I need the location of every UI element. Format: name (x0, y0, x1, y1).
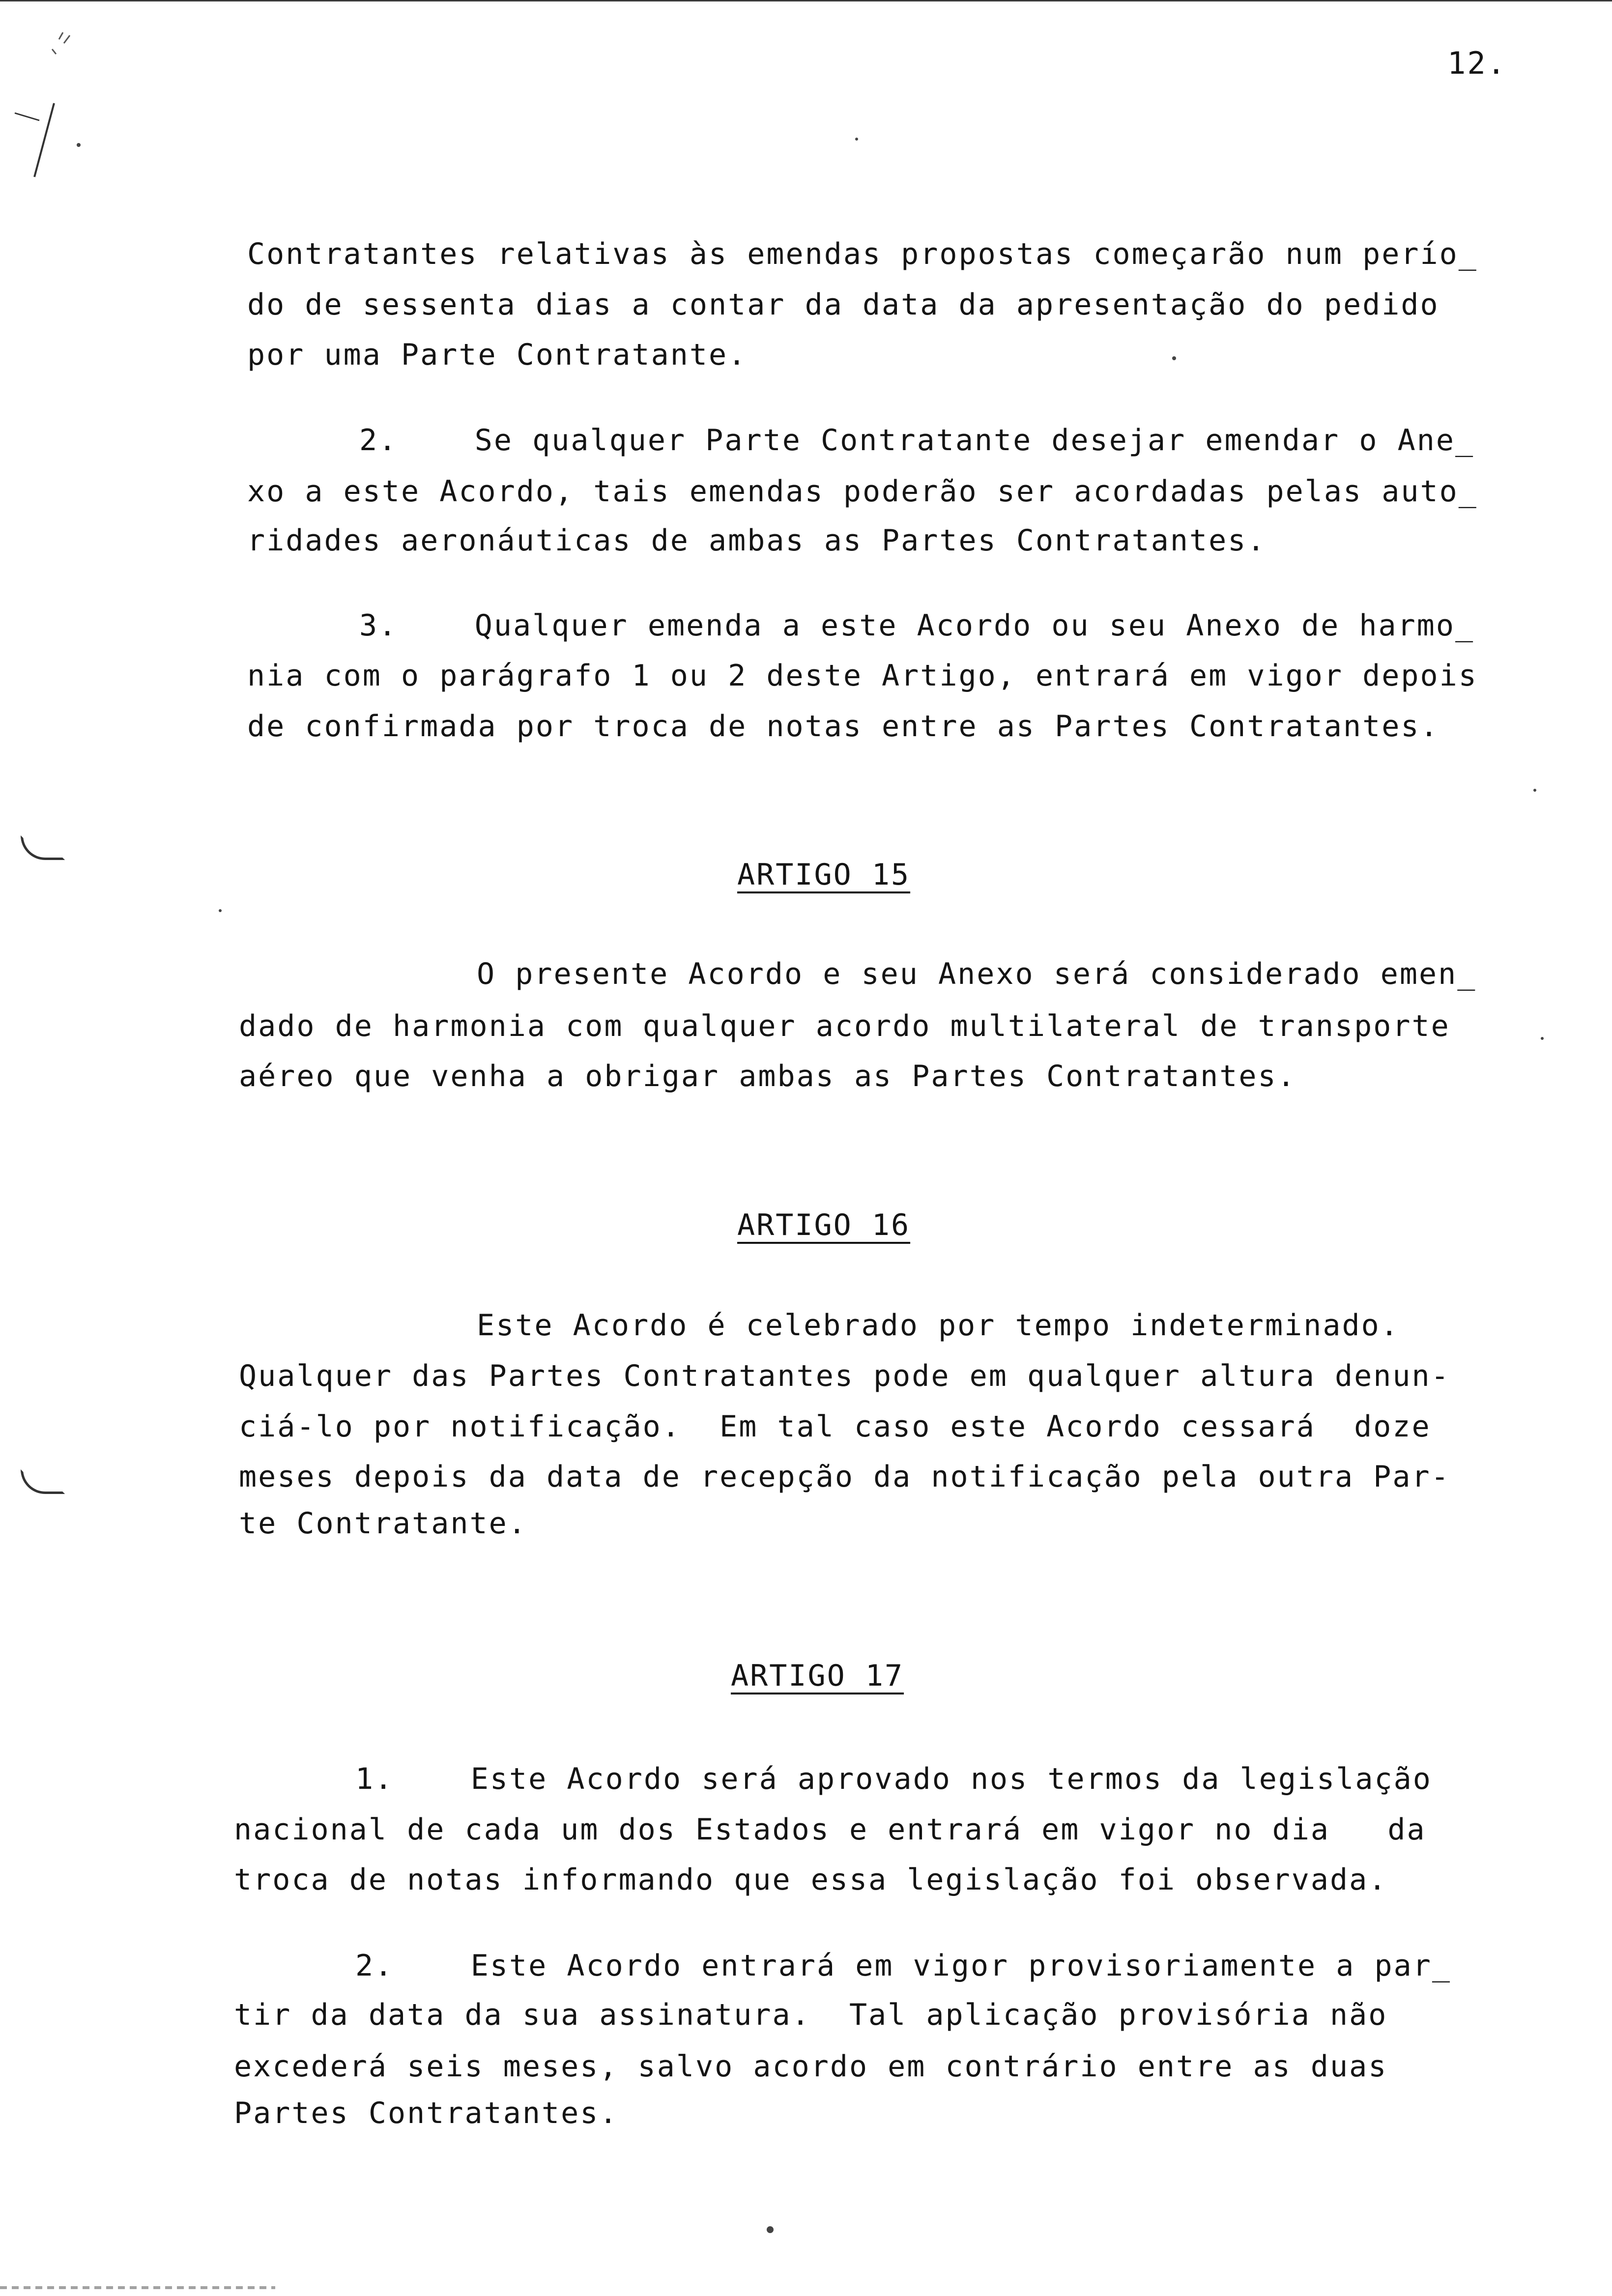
speck (855, 138, 858, 141)
speck (219, 909, 222, 912)
text-line: nia com o parágrafo 1 ou 2 deste Artigo, entrará em vigor depois (247, 659, 1478, 693)
text-line: Contratantes relativas às emendas propostas começarão num perío_ (247, 237, 1478, 271)
text-line: tir da data da sua assinatura. Tal aplicação provisória não (234, 1998, 1388, 2032)
text-line: de confirmada por troca de notas entre as Partes Contratantes. (247, 709, 1439, 744)
text-line: nacional de cada um dos Estados e entrará em vigor no dia da (234, 1812, 1426, 1847)
text-line: O presente Acordo e seu Anexo será considerado emen_ (477, 957, 1477, 991)
scan-edge-bottom (0, 2286, 275, 2289)
text-line: xo a este Acordo, tais emendas poderão ser acordadas pelas auto_ (247, 474, 1478, 509)
text-line: do de sessenta dias a contar da data da apresentação do pedido (247, 287, 1439, 322)
text-line: 2. Este Acordo entrará em vigor provisoriamente a par_ (355, 1949, 1452, 1983)
text-line: por uma Parte Contratante. (247, 338, 748, 372)
speck (1172, 356, 1176, 360)
text-line: Este Acordo é celebrado por tempo indeterminado. (477, 1308, 1400, 1343)
text-line: te Contratante. (239, 1506, 527, 1541)
text-line: ciá-lo por notificação. Em tal caso este Acordo cessará doze (239, 1409, 1431, 1444)
text-line: 3. Qualquer emenda a este Acordo ou seu Anexo de harmo_ (359, 608, 1475, 643)
margin-punch-mark (21, 1469, 65, 1494)
margin-punch-mark (21, 835, 65, 860)
speck (767, 2226, 774, 2233)
text-line: Qualquer das Partes Contratantes pode em qualquer altura denun- (239, 1359, 1450, 1393)
text-line: 1. Este Acordo será aprovado nos termos da legislação (355, 1762, 1432, 1796)
page-number: 12. (1447, 45, 1507, 81)
text-line: aéreo que venha a obrigar ambas as Partes Contratantes. (239, 1059, 1296, 1093)
speck (1541, 1037, 1544, 1040)
text-line: dado de harmonia com qualquer acordo multilateral de transporte (239, 1009, 1450, 1043)
speck (1533, 789, 1536, 792)
section-heading: ARTIGO 16 (737, 1208, 911, 1242)
section-heading: ARTIGO 17 (731, 1659, 904, 1693)
section-heading: ARTIGO 15 (737, 858, 911, 892)
text-line: Partes Contratantes. (234, 2096, 619, 2130)
text-line: meses depois da data de recepção da notificação pela outra Par- (239, 1460, 1450, 1494)
text-line: ridades aeronáuticas de ambas as Partes Contratantes. (247, 523, 1267, 558)
scan-edge-top (0, 0, 1612, 1)
text-line: troca de notas informando que essa legislação foi observada. (234, 1863, 1388, 1897)
text-line: excederá seis meses, salvo acordo em contrário entre as duas (234, 2049, 1388, 2084)
text-line: 2. Se qualquer Parte Contratante desejar emendar o Ane_ (359, 423, 1475, 458)
corner-scan-mark (5, 29, 103, 187)
